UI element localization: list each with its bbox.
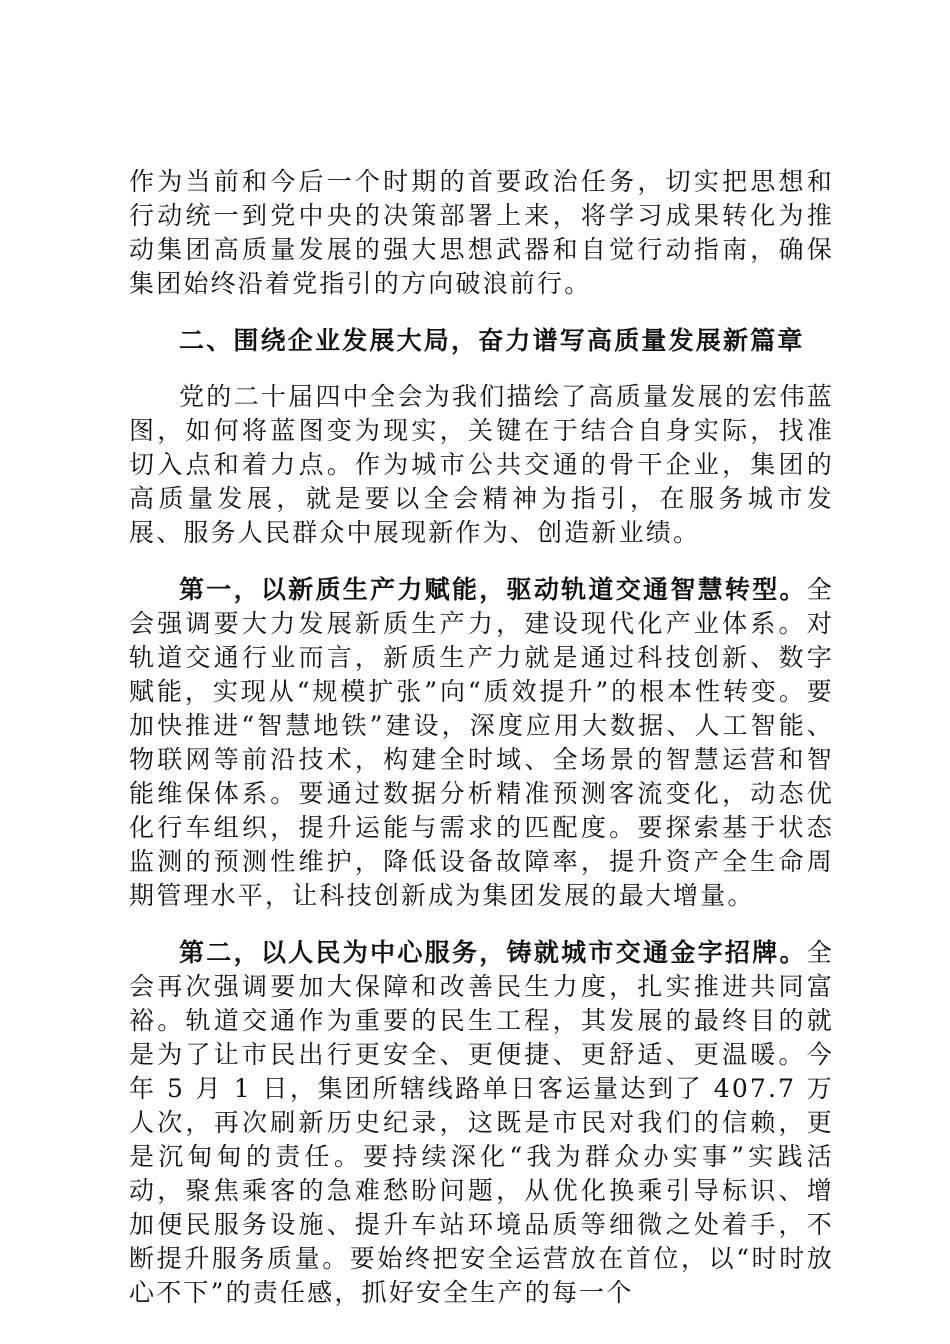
paragraph-text: 作为当前和今后一个时期的首要政治任务，切实把思想和行动统一到党中央的决策部署上来，将学习成果转化为推动集团高质量发展的强大思想武器和自觉行动指南，确保集团始终沿着党指引的方向破浪前行。 (129, 167, 834, 298)
section-heading-text: 二、围绕企业发展大局，奋力谱写高质量发展新篇章 (179, 326, 805, 355)
section-heading (129, 324, 834, 358)
paragraph-lead-sentence: 第一，以新质生产力赋能，驱动轨道交通智慧转型。 (179, 575, 807, 604)
document-page (129, 165, 834, 1333)
paragraph-continuation (129, 165, 834, 301)
paragraph-text: 党的二十届四中全会为我们描绘了高质量发展的宏伟蓝图，如何将蓝图变为现实，关键在于结合自身实际，找准切入点和着力点。作为城市公共交通的骨干企业，集团的高质量发展，就是要以全会精神为指引，在服务城市发展、服务人民群众中展现新作为、创造新业绩。 (129, 382, 834, 547)
paragraph-point-one (129, 573, 834, 913)
paragraph-lead-sentence: 第二，以人民为中心服务，铸就城市交通金字招牌。 (179, 938, 807, 967)
paragraph-intro (129, 380, 834, 550)
paragraph-point-two (129, 936, 834, 1310)
paragraph-text: 全会强调要大力发展新质生产力，建设现代化产业体系。对轨道交通行业而言，新质生产力就是通过科技创新、数字赋能，实现从“规模扩张”向“质效提升”的根本性转变。要加快推进“智慧地铁”建设，深度应用大数据、人工智能、物联网等前沿技术，构建全时域、全场景的智慧运营和智能维保体系。要通过数据分析精准预测客流变化，动态优化行车组织，提升运能与需求的匹配度。要探索基于状态监测的预测性维护，降低设备故障率，提升资产全生命周期管理水平，让科技创新成为集团发展的最大增量。 (129, 575, 834, 910)
paragraph-text: 全会再次强调要加大保障和改善民生力度，扎实推进共同富裕。轨道交通作为重要的民生工程，其发展的最终目的就是为了让市民出行更安全、更便捷、更舒适、更温暖。今年 5 月 1 日，集团所辖线路单日客运量达到了 407.7 万人次，再次刷新历史纪录，这既是市民对我们的信赖，更是沉甸甸的责任。要持续深化“我为群众办实事”实践活动，聚焦乘客的急难愁盼问题，从优化换乘引导标识、增加便民服务设施、提升车站环境品质等细微之处着手，不断提升服务质量。要始终把安全运营放在首位，以“时时放心不下”的责任感，抓好安全生产的每一个 (129, 938, 834, 1307)
